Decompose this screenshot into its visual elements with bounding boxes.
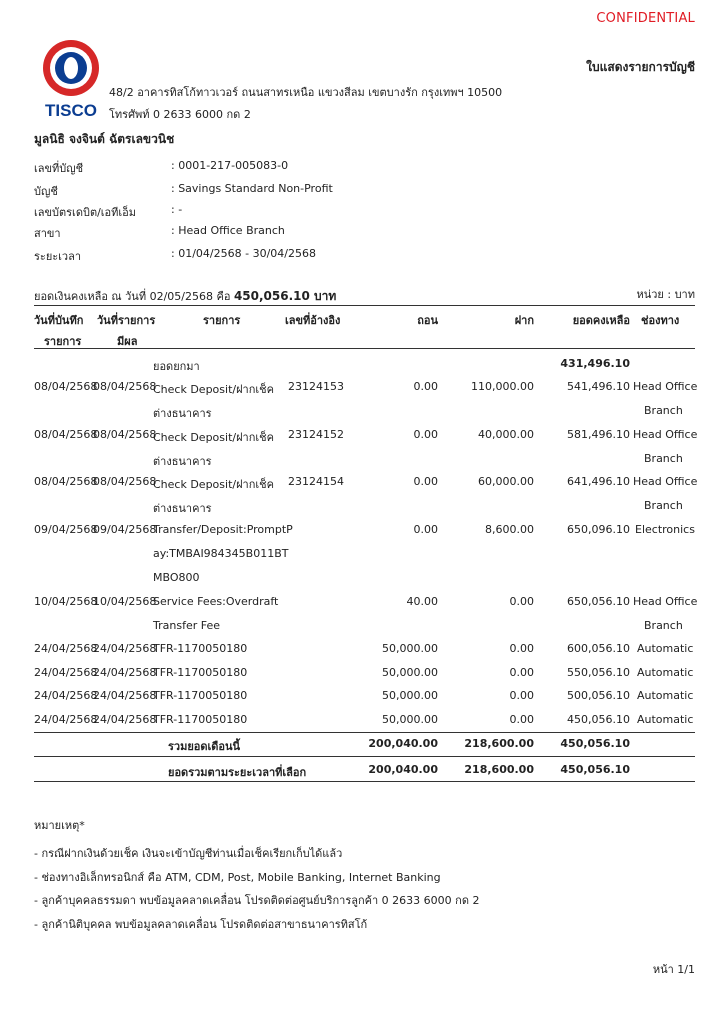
row-balance: 641,496.10	[567, 475, 630, 488]
row-balance: 550,056.10	[567, 666, 630, 679]
row-description: TFR-1170050180	[153, 689, 248, 702]
bank-address: 48/2 อาคารทิสโก้ทาวเวอร์ ถนนสาทรเหนือ แขวงสีลม เขตบางรัก กรุงเทพฯ 10500	[109, 86, 503, 99]
row-description: Transfer/Deposit:PromptP	[153, 523, 293, 536]
row-balance: 500,056.10	[567, 689, 630, 702]
period-label: ระยะเวลา	[34, 250, 82, 263]
note-item: - ช่องทางอิเล็กทรอนิกส์ คือ ATM, CDM, Post, Mobile Banking, Internet Banking	[34, 871, 441, 884]
row-channel: Automatic	[637, 713, 694, 726]
balance-prefix: ยอดเงินคงเหลือ ณ วันที่ 02/05/2568 คือ	[34, 290, 231, 303]
row-balance: 450,056.10	[567, 713, 630, 726]
period-total-label: ยอดรวมตามระยะเวลาที่เลือก	[168, 766, 307, 779]
row-deposit: 40,000.00	[478, 428, 534, 441]
row-channel-cont: Branch	[644, 499, 683, 512]
row-description-cont: ay:TMBAI984345B011BT	[153, 547, 289, 560]
row-effective-date: 08/04/2568	[93, 428, 157, 441]
month-total-deposit: 218,600.00	[464, 737, 534, 750]
account-number-value: : 0001-217-005083-0	[171, 159, 289, 172]
row-record-date: 24/04/2568	[34, 642, 98, 655]
totals-bottom-rule	[34, 781, 695, 782]
tisco-logo-mark	[36, 38, 106, 120]
row-description-cont: ต่างธนาคาร	[153, 455, 212, 468]
row-record-date: 24/04/2568	[34, 666, 98, 679]
row-effective-date: 08/04/2568	[93, 380, 157, 393]
branch-value: : Head Office Branch	[171, 224, 285, 237]
row-effective-date: 10/04/2568	[93, 595, 157, 608]
header-balance: ยอดคงเหลือ	[572, 314, 630, 327]
notes-title: หมายเหตุ*	[34, 819, 85, 832]
confidential-stamp: CONFIDENTIAL	[596, 11, 695, 26]
row-channel: Automatic	[637, 689, 694, 702]
row-reference: 23124153	[288, 380, 344, 393]
logo-text: TISCO	[45, 101, 97, 120]
balance-amount: 450,056.10 บาท	[233, 289, 337, 303]
header-deposit: ฝาก	[514, 314, 534, 327]
period-total-balance: 450,056.10	[560, 763, 630, 776]
period-total-withdraw: 200,040.00	[368, 763, 438, 776]
row-record-date: 08/04/2568	[34, 475, 98, 488]
row-channel: Head Office	[633, 595, 698, 608]
row-deposit: 0.00	[509, 642, 534, 655]
document-title: ใบแสดงรายการบัญชี	[586, 60, 695, 74]
row-channel-cont: Branch	[644, 404, 683, 417]
row-reference: 23124154	[288, 475, 344, 488]
period-total-deposit: 218,600.00	[464, 763, 534, 776]
row-deposit: 110,000.00	[471, 380, 534, 393]
table-top-rule	[34, 305, 695, 306]
row-description: TFR-1170050180	[153, 713, 248, 726]
row-withdraw: 0.00	[413, 428, 438, 441]
row-withdraw: 50,000.00	[382, 642, 438, 655]
row-description: Service Fees:Overdraft	[153, 595, 279, 608]
header-description: รายการ	[203, 314, 241, 327]
note-item: - ลูกค้าบุคคลธรรมดา พบข้อมูลคลาดเคลื่อน โปรดติดต่อศูนย์บริการลูกค้า 0 2633 6000 กด 2	[34, 894, 480, 907]
row-balance: 541,496.10	[567, 380, 630, 393]
row-reference: 23124152	[288, 428, 344, 441]
row-channel: Automatic	[637, 642, 694, 655]
row-channel: Head Office	[633, 380, 698, 393]
row-channel: Automatic	[637, 666, 694, 679]
row-channel: Head Office	[633, 475, 698, 488]
totals-top-rule	[34, 732, 695, 733]
row-description: Check Deposit/ฝากเช็ค	[153, 431, 274, 444]
branch-label: สาขา	[34, 227, 61, 240]
header-record-date: วันที่บันทึก	[34, 314, 84, 327]
row-description-cont: Transfer Fee	[153, 619, 220, 632]
period-value: : 01/04/2568 - 30/04/2568	[171, 247, 316, 260]
row-record-date: 10/04/2568	[34, 595, 98, 608]
currency-unit: หน่วย : บาท	[636, 288, 695, 301]
row-deposit: 8,600.00	[485, 523, 534, 536]
row-channel-cont: Branch	[644, 452, 683, 465]
row-record-date: 08/04/2568	[34, 428, 98, 441]
row-description: TFR-1170050180	[153, 642, 248, 655]
row-withdraw: 0.00	[413, 475, 438, 488]
row-channel: Electronics	[635, 523, 695, 536]
account-type-value: : Savings Standard Non-Profit	[171, 182, 333, 195]
row-deposit: 0.00	[509, 713, 534, 726]
row-record-date: 24/04/2568	[34, 713, 98, 726]
row-description-cont: MBO800	[153, 571, 200, 584]
totals-mid-rule	[34, 756, 695, 757]
row-deposit: 0.00	[509, 689, 534, 702]
row-deposit: 60,000.00	[478, 475, 534, 488]
row-description: Check Deposit/ฝากเช็ค	[153, 478, 274, 491]
row-description-cont: ต่างธนาคาร	[153, 502, 212, 515]
row-withdraw: 40.00	[406, 595, 438, 608]
row-record-date: 08/04/2568	[34, 380, 98, 393]
row-record-date: 24/04/2568	[34, 689, 98, 702]
month-total-balance: 450,056.10	[560, 737, 630, 750]
month-total-label: รวมยอดเดือนนี้	[168, 740, 241, 753]
account-number-label: เลขที่บัญชี	[34, 162, 84, 175]
opening-balance-label: ยอดยกมา	[153, 360, 200, 373]
row-balance: 600,056.10	[567, 642, 630, 655]
table-header-rule	[34, 348, 695, 349]
header-effective-date: วันที่รายการ	[97, 314, 156, 327]
row-withdraw: 50,000.00	[382, 689, 438, 702]
row-effective-date: 24/04/2568	[93, 713, 157, 726]
row-withdraw: 50,000.00	[382, 713, 438, 726]
bank-phone: โทรศัพท์ 0 2633 6000 กด 2	[109, 108, 251, 121]
row-description: TFR-1170050180	[153, 666, 248, 679]
note-item: - ลูกค้านิติบุคคล พบข้อมูลคลาดเคลื่อน โปรดติดต่อสาขาธนาคารทิสโก้	[34, 918, 368, 931]
row-withdraw: 50,000.00	[382, 666, 438, 679]
row-effective-date: 24/04/2568	[93, 666, 157, 679]
row-channel-cont: Branch	[644, 619, 683, 632]
row-effective-date: 09/04/2568	[93, 523, 157, 536]
header-reference: เลขที่อ้างอิง	[285, 314, 341, 327]
account-holder-name: มูลนิธิ จงจินต์ ฉัตรเลขวนิช	[34, 132, 175, 146]
row-balance: 581,496.10	[567, 428, 630, 441]
row-withdraw: 0.00	[413, 380, 438, 393]
month-total-withdraw: 200,040.00	[368, 737, 438, 750]
row-balance: 650,096.10	[567, 523, 630, 536]
row-effective-date: 08/04/2568	[93, 475, 157, 488]
page-number: หน้า 1/1	[652, 963, 695, 976]
account-type-label: บัญชี	[34, 185, 58, 198]
debit-card-value: : -	[171, 203, 183, 216]
row-deposit: 0.00	[509, 666, 534, 679]
header-record-date-2: รายการ	[44, 335, 82, 348]
header-withdraw: ถอน	[417, 314, 438, 327]
debit-card-label: เลขบัตรเดบิต/เอทีเอ็ม	[34, 206, 137, 219]
row-balance: 650,056.10	[567, 595, 630, 608]
row-effective-date: 24/04/2568	[93, 689, 157, 702]
row-deposit: 0.00	[509, 595, 534, 608]
row-channel: Head Office	[633, 428, 698, 441]
opening-balance-value: 431,496.10	[560, 357, 630, 370]
note-item: - กรณีฝากเงินด้วยเช็ค เงินจะเข้าบัญชีท่านเมื่อเช็คเรียกเก็บได้แล้ว	[34, 847, 343, 860]
row-effective-date: 24/04/2568	[93, 642, 157, 655]
row-description-cont: ต่างธนาคาร	[153, 407, 212, 420]
header-channel: ช่องทาง	[641, 314, 680, 327]
header-effective-date-2: มีผล	[117, 335, 138, 348]
balance-summary	[34, 287, 336, 306]
row-record-date: 09/04/2568	[34, 523, 98, 536]
row-description: Check Deposit/ฝากเช็ค	[153, 383, 274, 396]
tisco-logo	[36, 38, 106, 120]
row-withdraw: 0.00	[413, 523, 438, 536]
